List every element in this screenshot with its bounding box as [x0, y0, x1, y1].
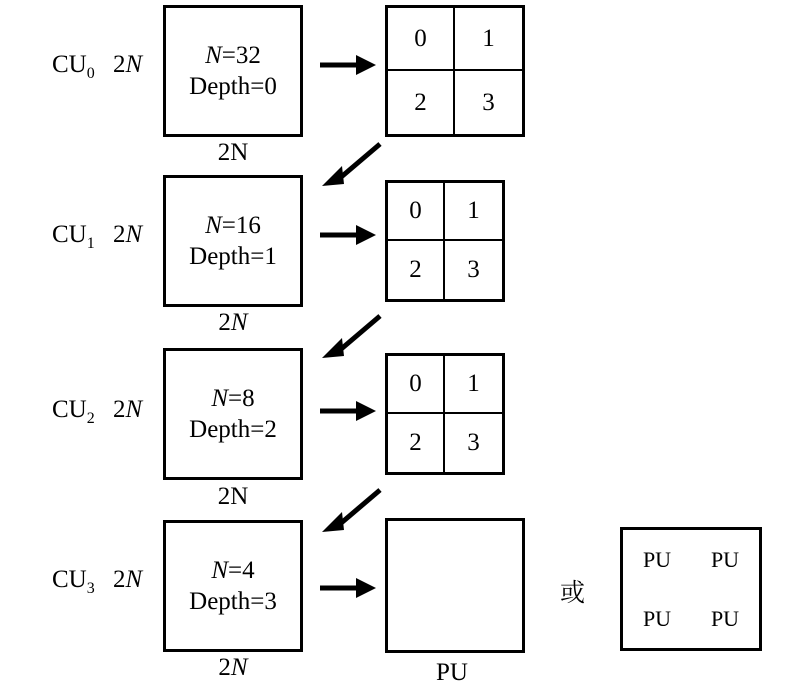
- pu-split-box: [620, 527, 762, 651]
- cu-side-label-2: 2N: [113, 396, 143, 423]
- pu-quad-2-cell-0: 0: [388, 356, 445, 414]
- cu-box-1-depth-value: 1: [264, 243, 277, 270]
- cu-label-0-text: CU: [52, 51, 87, 78]
- pu-quad-1-cell-0: 0: [388, 183, 445, 241]
- cu-side-label-3-n: N: [125, 566, 143, 593]
- cu-box-1-n-value: 16: [235, 211, 261, 239]
- cu-box-2-n-line: N=8: [211, 384, 255, 412]
- cu-label-3-text: CU: [52, 566, 87, 593]
- cu-side-label-1-n: N: [125, 221, 143, 248]
- cu-side-label-0: 2N: [113, 51, 143, 78]
- cu-box-3-n-eq: =: [228, 556, 243, 584]
- pu-split-cell-1: PU: [710, 546, 740, 572]
- cu-side-label-0-n: N: [125, 51, 143, 78]
- pu-quad-0-cell-1: 1: [455, 8, 522, 71]
- cu-box-2-depth-word: Depth=: [189, 416, 265, 443]
- cu-bottom-label-2: [193, 484, 273, 509]
- cu-box-1-depth-word: Depth=: [189, 243, 265, 270]
- pu-split-cell-3: PU: [710, 605, 740, 631]
- cu-bottom-label-0-text: 2N: [217, 139, 249, 166]
- arrow-diagonal-2: [318, 486, 388, 536]
- pu-quad-0-cell-2: 2: [388, 71, 455, 134]
- cu-side-label-3: 2N: [113, 566, 143, 593]
- cu-box-3-depth-value: 3: [264, 588, 277, 615]
- pu-split-cell-2: PU: [642, 605, 672, 631]
- pu-quad-2: [385, 353, 505, 475]
- cu-label-1: [52, 222, 95, 252]
- arrow-right-1: [318, 220, 378, 250]
- arrow-diagonal-0: [318, 140, 388, 190]
- cu-box-1-n-eq: =: [221, 211, 236, 239]
- cu-box-0-n-line: N=32: [205, 41, 261, 69]
- pu-caption: PU: [436, 659, 468, 686]
- cu-box-2: [163, 348, 303, 480]
- cu-box-2-depth-line: [189, 414, 277, 445]
- cu-label-0-subscript: 0: [86, 65, 95, 82]
- cu-label-3: [52, 567, 95, 597]
- cu-box-0-depth-value: 0: [264, 73, 277, 100]
- arrow-right-0: [318, 50, 378, 80]
- cu-box-1-depth-line: [189, 241, 277, 272]
- pu-single-box: [385, 518, 525, 653]
- cu-label-1-text: CU: [52, 221, 87, 248]
- cu-label-3-subscript: 3: [86, 580, 95, 597]
- cu-label-2: [52, 397, 95, 427]
- cu-bottom-label-3-n: N: [230, 654, 248, 681]
- cu-box-2-depth-value: 2: [264, 416, 277, 443]
- pu-quad-2-cell-1: 1: [445, 356, 502, 414]
- arrow-diagonal-1: [318, 312, 388, 362]
- or-text: 或: [560, 578, 586, 607]
- pu-split-cell-0: PU: [642, 546, 672, 572]
- cu-box-3-n-line: N=4: [211, 556, 255, 584]
- pu-quad-0-cell-0: 0: [388, 8, 455, 71]
- pu-quad-0-cell-3: 3: [482, 88, 495, 116]
- cu-box-2-n-value: 8: [242, 384, 255, 412]
- cu-box-0-n-value: 32: [235, 41, 261, 69]
- cu-box-1-n-line: N=16: [205, 211, 261, 239]
- cu-box-3-depth-word: Depth=: [189, 588, 265, 615]
- cu-box-1: [163, 175, 303, 307]
- pu-quad-1-cell-2: 2: [388, 241, 445, 299]
- pu-quad-2-cell-3: 3: [467, 429, 480, 456]
- cu-bottom-label-0: [193, 140, 273, 165]
- cu-box-3: [163, 520, 303, 652]
- arrow-right-2: [318, 396, 378, 426]
- cu-box-0-depth-word: Depth=: [189, 73, 265, 100]
- cu-box-0: [163, 5, 303, 137]
- cu-box-3-n-value: 4: [242, 556, 255, 584]
- cu-bottom-label-1: 2N: [218, 309, 248, 336]
- cu-box-0-n-eq: =: [221, 41, 236, 69]
- pu-quad-1-cell-1: 1: [445, 183, 502, 241]
- cu-box-2-n-eq: =: [228, 384, 243, 412]
- cu-label-2-subscript: 2: [86, 410, 95, 427]
- cu-label-1-subscript: 1: [86, 235, 95, 252]
- cu-box-0-depth-line: [189, 71, 277, 102]
- pu-quad-1: [385, 180, 505, 302]
- cu-label-0: [52, 52, 95, 82]
- arrow-right-3: [318, 573, 378, 603]
- cu-side-label-1: 2N: [113, 221, 143, 248]
- cu-side-label-2-n: N: [125, 396, 143, 423]
- pu-quad-0: [385, 5, 525, 137]
- pu-quad-1-cell-3: 3: [467, 256, 480, 283]
- cu-label-2-text: CU: [52, 396, 87, 423]
- cu-bottom-label-1-n: N: [230, 309, 248, 336]
- pu-quad-2-cell-2: 2: [388, 414, 445, 472]
- cu-box-3-depth-line: [189, 586, 277, 617]
- cu-bottom-label-2-text: 2N: [217, 483, 249, 510]
- cu-bottom-label-3: 2N: [218, 654, 248, 681]
